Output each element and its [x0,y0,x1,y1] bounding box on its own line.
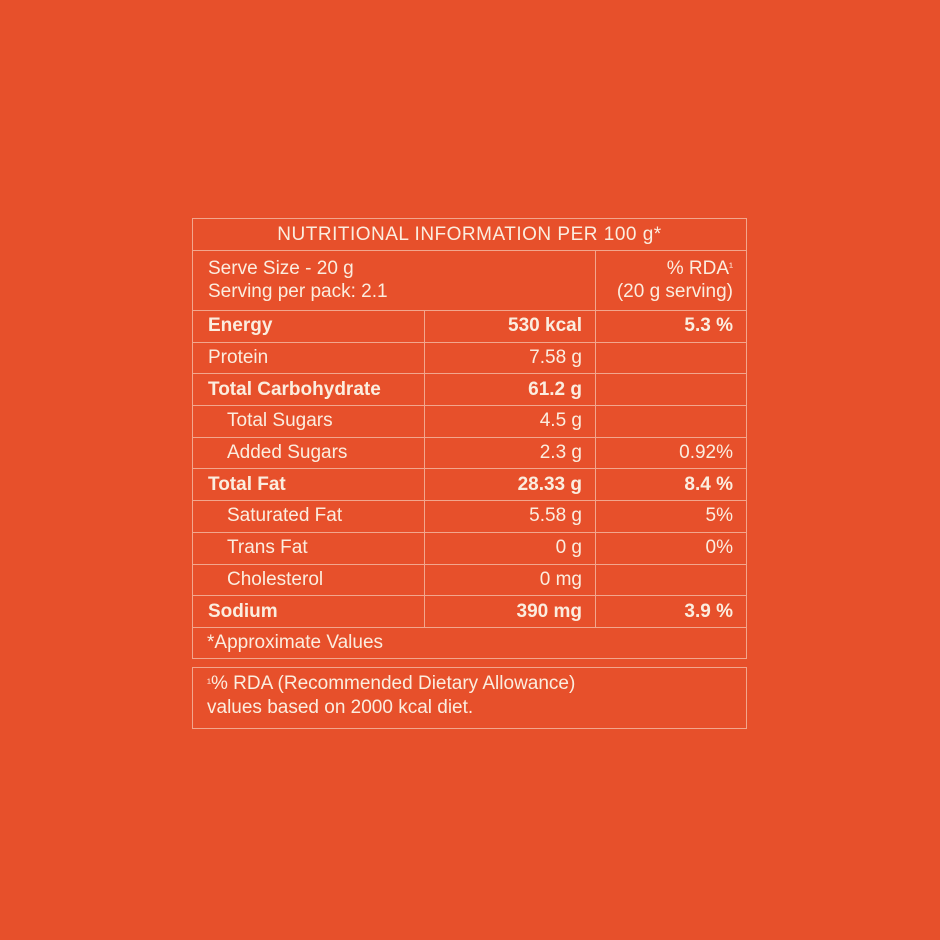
nutrient-name: Protein [208,347,269,369]
table-row [193,438,746,470]
table-row [193,374,746,406]
nutrient-name: Sodium [208,600,278,622]
nutrient-name: Saturated Fat [227,505,343,527]
nutrition-table [192,218,747,659]
nutrient-amount: 7.58 g [424,343,595,374]
nutrient-amount: 530 kcal [424,311,595,342]
nutrient-rda: 5.3 % [595,311,746,342]
rda-header-line2: (20 g serving) [616,281,733,302]
rda-header-line1: % $RDA^{^1}$ [666,258,733,279]
nutrient-name: Energy [208,315,273,337]
nutrient-rda [595,406,746,437]
footnote-marker: ¹ [207,676,211,690]
nutrient-amount: 390 mg [424,596,595,627]
table-row [193,565,746,597]
table-row [193,469,746,501]
nutrient-amount: 0 g [424,533,595,564]
table-row [193,596,746,628]
nutrient-amount: 2.3 g [424,438,595,469]
table-row [193,343,746,375]
nutrient-amount: 0 mg [424,565,595,596]
nutrient-rda: 0% [595,533,746,564]
serve-size-text: Serve Size - 20 g [208,258,354,279]
nutrient-rda [595,374,746,405]
nutrient-name: Total Fat [208,473,286,495]
nutrient-name: Added Sugars [227,442,348,464]
table-rows [193,311,746,628]
rda-footnote-line1: $^{^1}$% RDA (Recommended Dietary Allowance) [207,673,576,694]
nutrient-rda [595,343,746,374]
nutrient-name: Cholesterol [227,568,324,590]
approximate-values-note: *Approximate Values [207,631,384,653]
servings-per-pack-text: Serving per pack: 2.1 [208,281,388,302]
table-row [193,311,746,343]
table-title-text: NUTRITIONAL INFORMATION PER 100 g* [277,223,662,245]
nutrient-name: Total Carbohydrate [208,378,381,400]
rda-header [595,251,746,310]
nutrient-rda: 0.92% [595,438,746,469]
rda-footnote-line2: values based on 2000 kcal diet. [207,697,474,718]
nutrient-rda [595,565,746,596]
nutrient-rda: 8.4 % [595,469,746,500]
nutrient-amount: 28.33 g [424,469,595,500]
nutrient-amount: 4.5 g [424,406,595,437]
nutrient-amount: 61.2 g [424,374,595,405]
serve-info-row [193,251,746,311]
rda-footnote [192,667,747,729]
nutrient-name: Total Sugars [227,410,333,432]
table-row [193,501,746,533]
table-row [193,406,746,438]
nutrient-name: Trans Fat [227,537,308,559]
table-title [193,219,746,251]
table-row [193,533,746,565]
rda-footnote-marker: ¹ [729,260,733,274]
serve-info [193,251,595,310]
nutrient-rda: 3.9 % [595,596,746,627]
nutrient-amount: 5.58 g [424,501,595,532]
nutrient-rda: 5% [595,501,746,532]
